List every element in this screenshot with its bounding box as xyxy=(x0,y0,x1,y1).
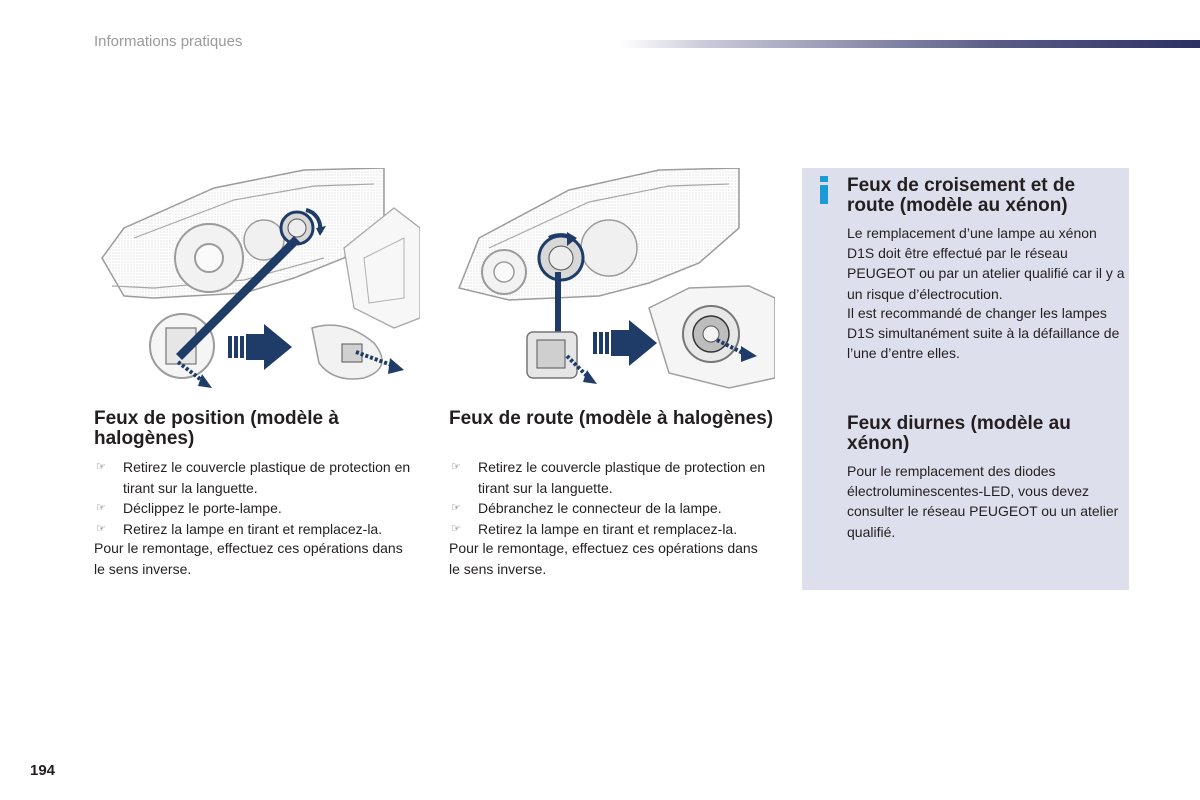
info-box xyxy=(802,168,1129,590)
pointing-hand-icon: ☞ xyxy=(451,502,461,514)
info-text-xenon-recommendation: Il est recommandé de changer les lampes D1S simultanément suite à la défaillance de l’une d’entre elles. xyxy=(847,305,1120,362)
reassembly-note: Pour le remontage, effectuez ces opérations dans le sens inverse. xyxy=(449,540,758,577)
info-icon xyxy=(818,174,830,204)
page-number: 194 xyxy=(30,762,56,779)
pointing-hand-icon: ☞ xyxy=(451,522,461,535)
list-item: ☞ Retirez la lampe en tirant et remplacez-la. xyxy=(94,519,434,540)
pointing-hand-icon: ☞ xyxy=(96,461,106,473)
reassembly-note: Pour le remontage, effectuez ces opérations dans le sens inverse. xyxy=(94,540,403,577)
list-item: ☞ Déclippez le porte-lampe. xyxy=(94,498,434,519)
section-title-main-beam: Feux de route (modèle à halogènes) xyxy=(449,408,774,429)
info-title-xenon-beams: Feux de croisement et de route (modèle au xénon) xyxy=(847,175,1076,216)
section-title-position-lamps: Feux de position (modèle à halogènes) xyxy=(94,408,339,449)
steps-list-main-beam xyxy=(449,457,789,539)
info-text-xenon-beams: Le remplacement d’une lampe au xénon D1S doit être effectué par le réseau PEUGEOT ou par un atelier qualifié car il y a un risque d’électrocution. xyxy=(847,225,1125,302)
info-title-daytime-lamps: Feux diurnes (modèle au xénon) xyxy=(847,413,1071,454)
list-item: ☞ Retirez la lampe en tirant et remplacez-la. xyxy=(449,519,789,540)
steps-list-position-lamps xyxy=(94,457,434,539)
chapter-title: Informations pratiques xyxy=(94,33,243,50)
header-accent-bar xyxy=(620,40,1200,48)
illustration-position-lamp xyxy=(94,168,420,396)
list-item: ☞ Retirez le couvercle plastique de protection en tirant sur la languette. xyxy=(451,459,766,496)
pointing-hand-icon: ☞ xyxy=(96,502,106,514)
pointing-hand-icon: ☞ xyxy=(451,461,461,473)
list-item: ☞ Débranchez le connecteur de la lampe. xyxy=(449,498,789,519)
list-item: ☞ Retirez le couvercle plastique de protection en tirant sur la languette. xyxy=(96,459,411,496)
pointing-hand-icon: ☞ xyxy=(96,522,106,535)
info-text-daytime-lamps: Pour le remplacement des diodes électroluminescentes-LED, vous devez consulter le réseau PEUGEOT ou un atelier qualifié. xyxy=(847,463,1119,540)
illustration-main-beam-lamp xyxy=(449,168,775,396)
